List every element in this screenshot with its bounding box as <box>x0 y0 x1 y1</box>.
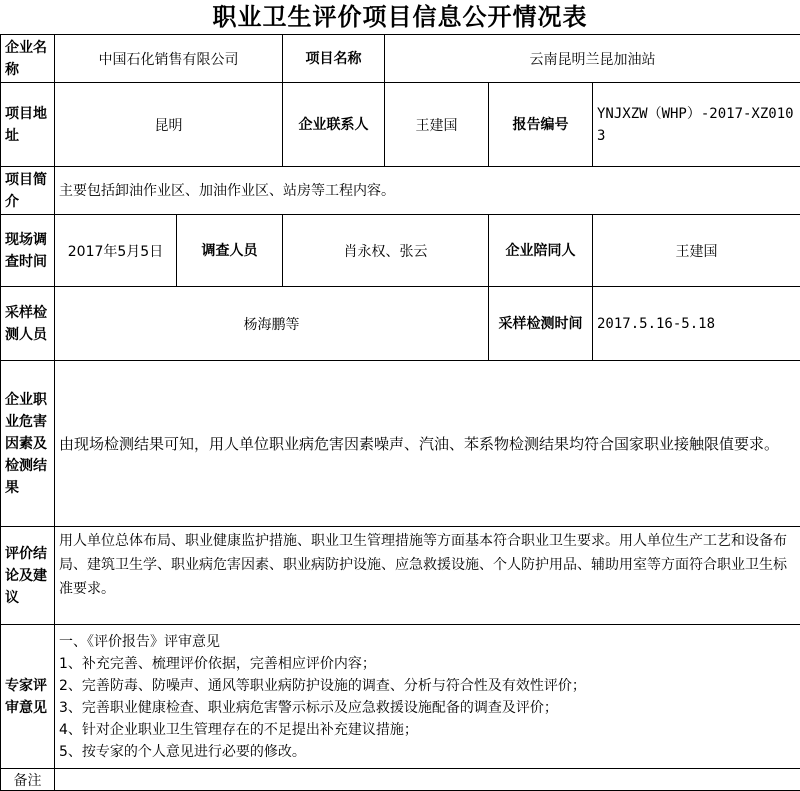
remark-value <box>55 769 800 791</box>
opinion-line: 3、完善职业健康检查、职业病危害警示标示及应急救援设施配备的调查及评价； <box>59 697 796 719</box>
project-name-label: 项目名称 <box>283 35 385 83</box>
hazard-label: 企业职业危害因素及检测结果 <box>1 361 55 527</box>
survey-time-label: 现场调查时间 <box>1 215 55 287</box>
row-address <box>1 83 800 167</box>
contact-label: 企业联系人 <box>283 83 385 167</box>
company-value: 中国石化销售有限公司 <box>55 35 283 83</box>
row-expert <box>1 625 800 769</box>
info-table <box>0 34 800 791</box>
row-survey <box>1 215 800 287</box>
company-label: 企业名称 <box>1 35 55 83</box>
report-no-value: YNJXZW（WHP）-2017-XZ0103 <box>593 83 800 167</box>
report-no-label: 报告编号 <box>489 83 593 167</box>
survey-time-value: 2017年5月5日 <box>55 215 177 287</box>
companion-value: 王建国 <box>593 215 800 287</box>
conclusion-label: 评价结论及建议 <box>1 527 55 625</box>
companion-label: 企业陪同人 <box>489 215 593 287</box>
hazard-value: 由现场检测结果可知，用人单位职业病危害因素噪声、汽油、苯系物检测结果均符合国家职业接触限值要求。 <box>55 361 800 527</box>
row-hazard <box>1 361 800 527</box>
address-label: 项目地址 <box>1 83 55 167</box>
opinion-line: 5、按专家的个人意见进行必要的修改。 <box>59 741 796 763</box>
contact-value: 王建国 <box>385 83 489 167</box>
row-intro <box>1 167 800 215</box>
remark-label: 备注 <box>1 769 55 791</box>
investigators-value: 肖永权、张云 <box>283 215 489 287</box>
sampler-value: 杨海鹏等 <box>55 287 489 361</box>
row-conclusion <box>1 527 800 625</box>
sampling-time-value: 2017.5.16-5.18 <box>593 287 800 361</box>
intro-label: 项目简介 <box>1 167 55 215</box>
row-remark <box>1 769 800 791</box>
row-sampling <box>1 287 800 361</box>
investigators-label: 调查人员 <box>177 215 283 287</box>
conclusion-value: 用人单位总体布局、职业健康监护措施、职业卫生管理措施等方面基本符合职业卫生要求。用人单位生产工艺和设备布局、建筑卫生学、职业病危害因素、职业病防护设施、应急救援设施、个人防护用品、辅助用室等方面符合职业卫生标准要求。 <box>55 527 800 625</box>
address-value: 昆明 <box>55 83 283 167</box>
sampler-label: 采样检测人员 <box>1 287 55 361</box>
opinion-line: 一、《评价报告》评审意见 <box>59 631 796 653</box>
expert-label: 专家评审意见 <box>1 625 55 769</box>
project-name-value: 云南昆明兰昆加油站 <box>385 35 800 83</box>
opinion-line: 1、补充完善、梳理评价依据，完善相应评价内容； <box>59 653 796 675</box>
opinion-line: 4、针对企业职业卫生管理存在的不足提出补充建议措施； <box>59 719 796 741</box>
intro-value: 主要包括卸油作业区、加油作业区、站房等工程内容。 <box>55 167 800 215</box>
row-company <box>1 35 800 83</box>
sampling-time-label: 采样检测时间 <box>489 287 593 361</box>
expert-opinion <box>55 625 800 769</box>
form-title: 职业卫生评价项目信息公开情况表 <box>0 0 800 34</box>
opinion-line: 2、完善防毒、防噪声、通风等职业病防护设施的调查、分析与符合性及有效性评价； <box>59 675 796 697</box>
